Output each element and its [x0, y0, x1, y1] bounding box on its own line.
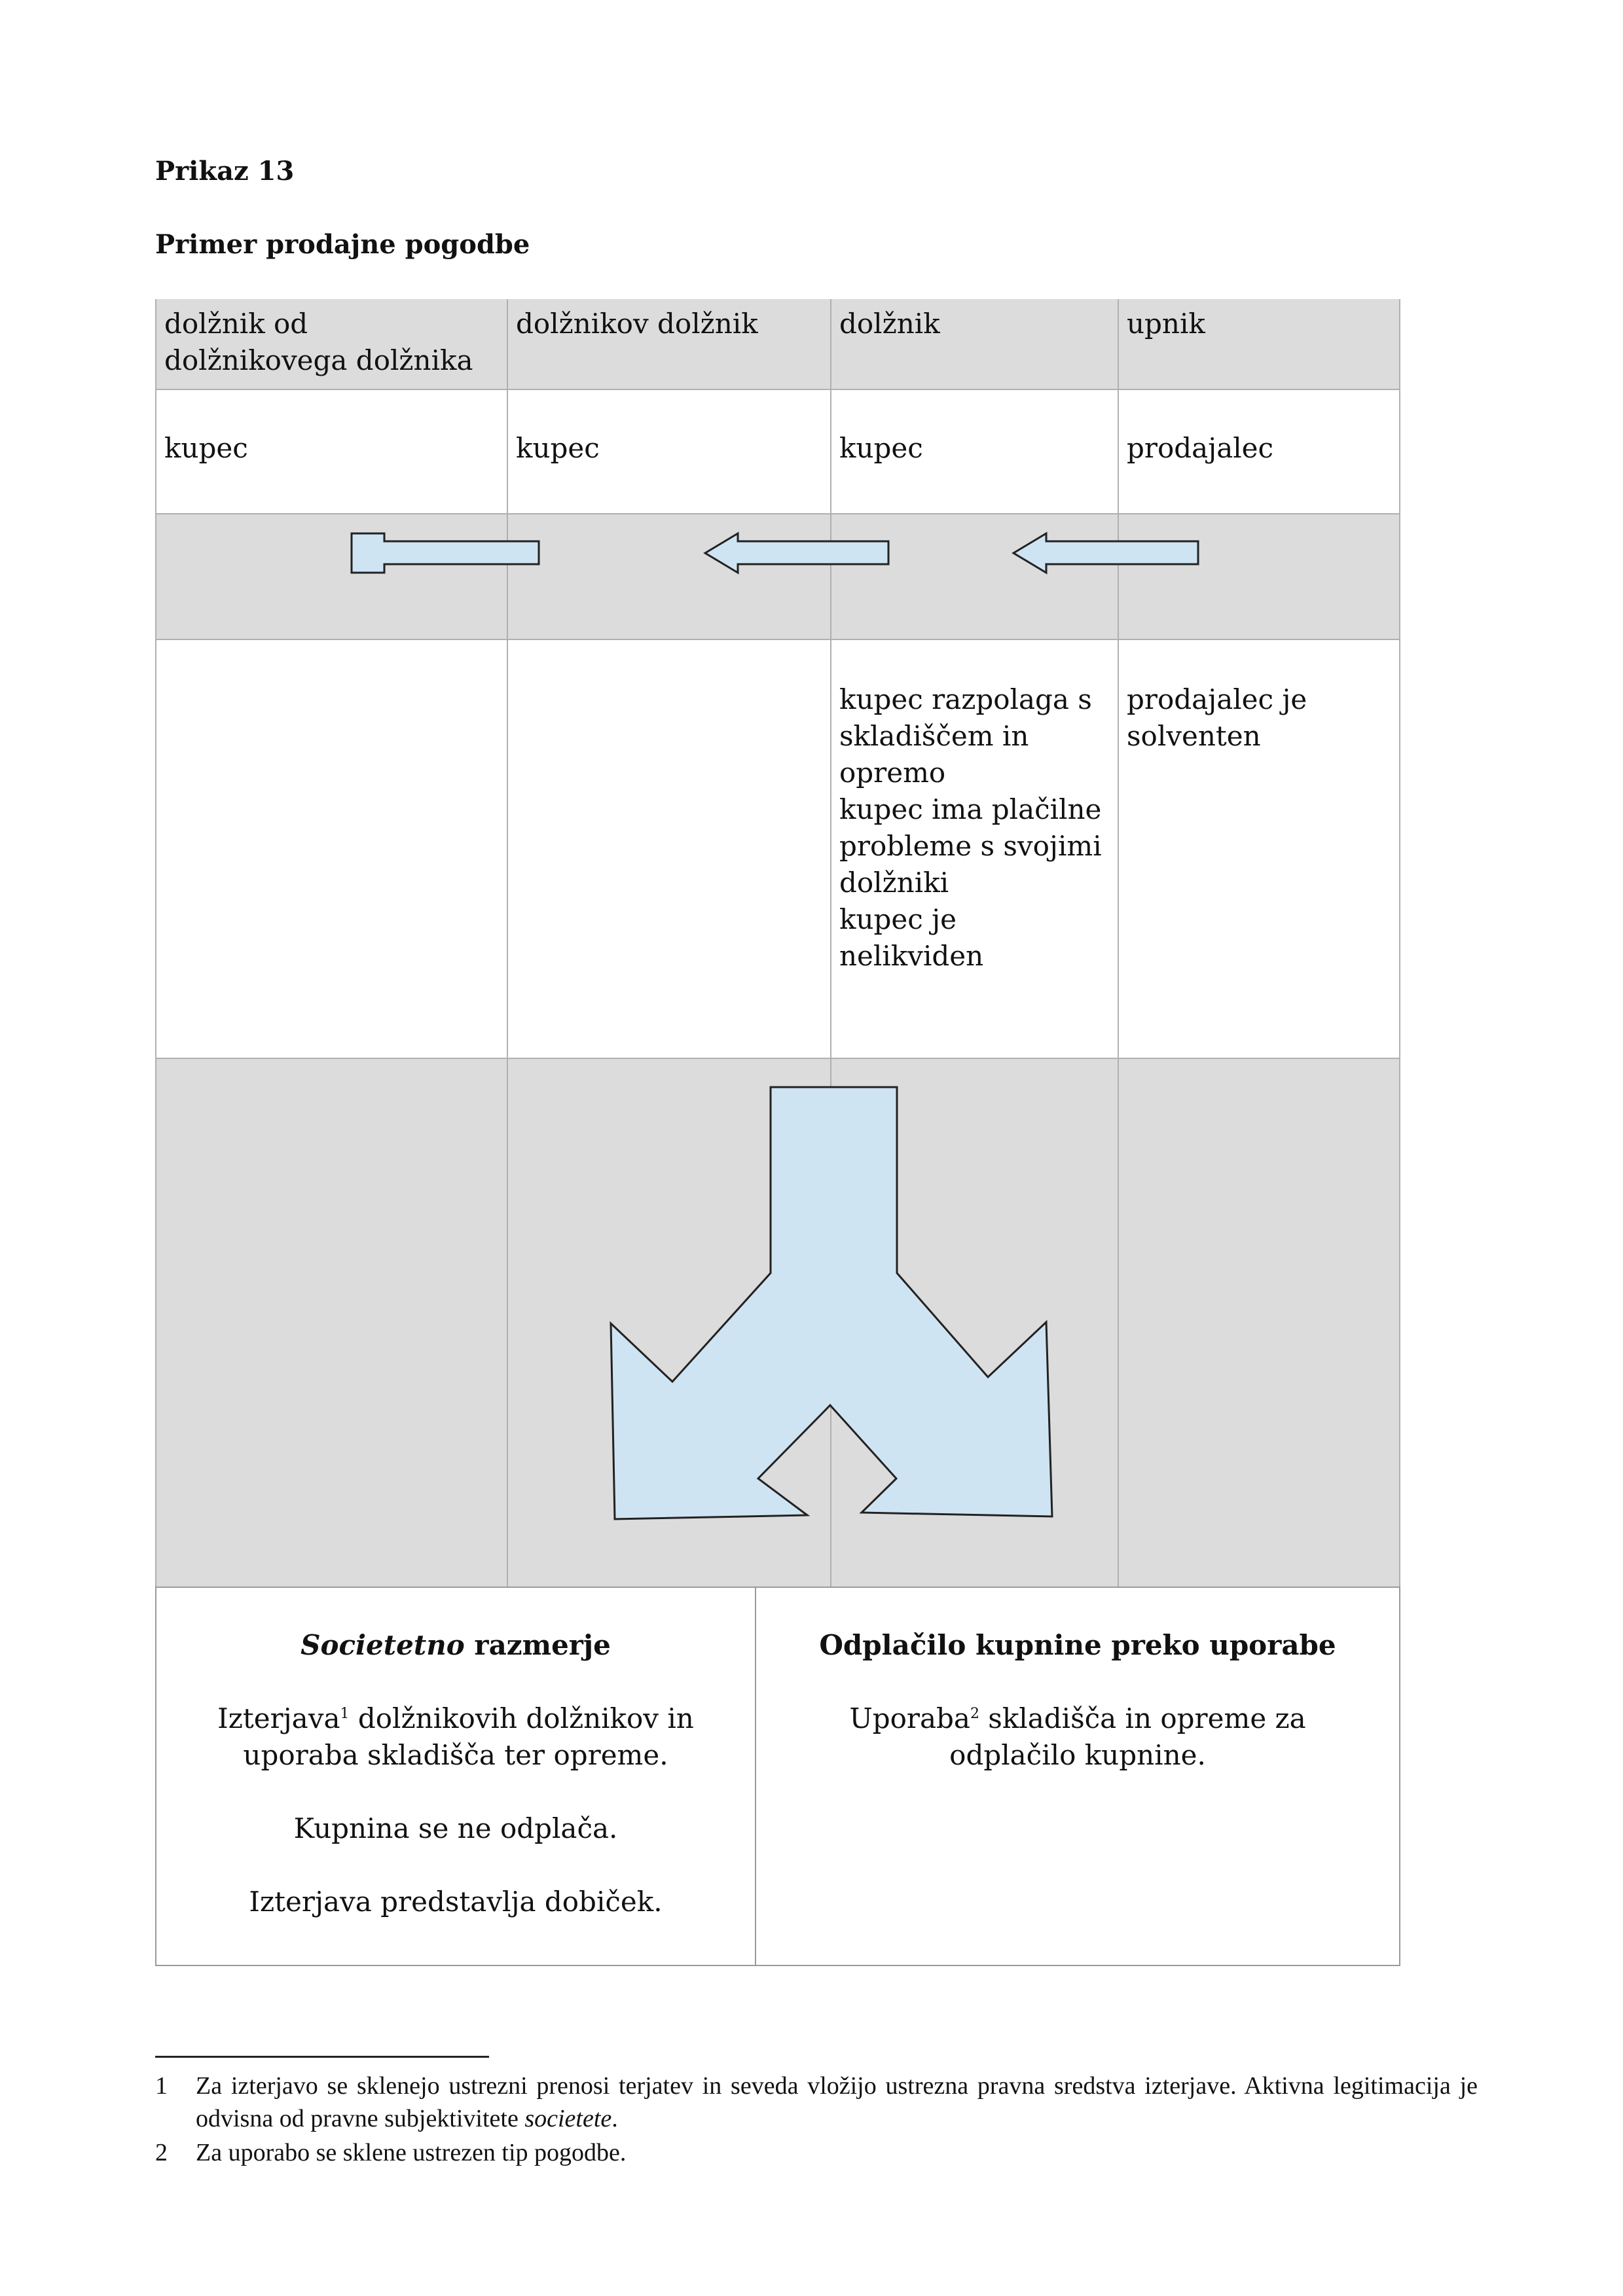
role-cell-2: kupec [516, 432, 600, 464]
fact-item: kupec ima plačilne probleme s svojimi dolžniki [839, 793, 1102, 899]
role-cell-3: kupec [839, 432, 923, 464]
footnote-ref-2[interactable]: 2 [970, 1706, 979, 1722]
header-cell-1: dolžnik od dolžnikovega dolžnika [164, 308, 473, 376]
outcome-left [156, 1588, 755, 1965]
outcome-right-line1: Uporaba$^2$ skladišča in opreme za odplačilo kupnine. [849, 1702, 1306, 1771]
fact-item: prodajalec je solventen [1127, 683, 1307, 752]
contract-diagram-grid [155, 299, 1400, 1587]
left-arrow-icon [705, 533, 888, 573]
row-divider [155, 389, 1400, 390]
role-cell-4: prodajalec [1127, 432, 1274, 464]
outcome-left-heading: Societetno razmerje [301, 1629, 611, 1661]
header-cell-3: dolžnik [839, 308, 940, 340]
outcome-left-line2: Kupnina se ne odplača. [293, 1812, 618, 1844]
fact-item: kupec razpolaga s skladiščem in opremo [839, 683, 1092, 789]
outcome-right [756, 1588, 1399, 1965]
fact-item: kupec je nelikviden [839, 903, 984, 972]
outcomes-panel [155, 1587, 1400, 1966]
left-arrow-icon [1013, 533, 1198, 573]
fork-arrow [155, 1058, 1400, 1587]
fork-arrow-icon [611, 1087, 1052, 1519]
outcome-left-line1: Izterjava$^1$ dolžnikovih dolžnikov in uporaba skladišča ter opreme. [217, 1702, 694, 1771]
role-cell-1: kupec [164, 432, 248, 464]
figure-title: Primer prodajne pogodbe [155, 229, 530, 260]
left-arrow-icon [352, 533, 539, 573]
header-cell-4: upnik [1127, 308, 1205, 340]
footnote-separator [155, 2056, 489, 2058]
left-arrows [155, 514, 1400, 639]
header-cell-2: dolžnikov dolžnik [516, 308, 758, 340]
outcome-right-heading: Odplačilo kupnine preko uporabe [819, 1629, 1336, 1661]
footnote-ref-1[interactable]: 1 [340, 1706, 350, 1722]
outcome-left-line3: Izterjava predstavlja dobiček. [249, 1886, 663, 1918]
figure-label: Prikaz 13 [155, 156, 295, 187]
